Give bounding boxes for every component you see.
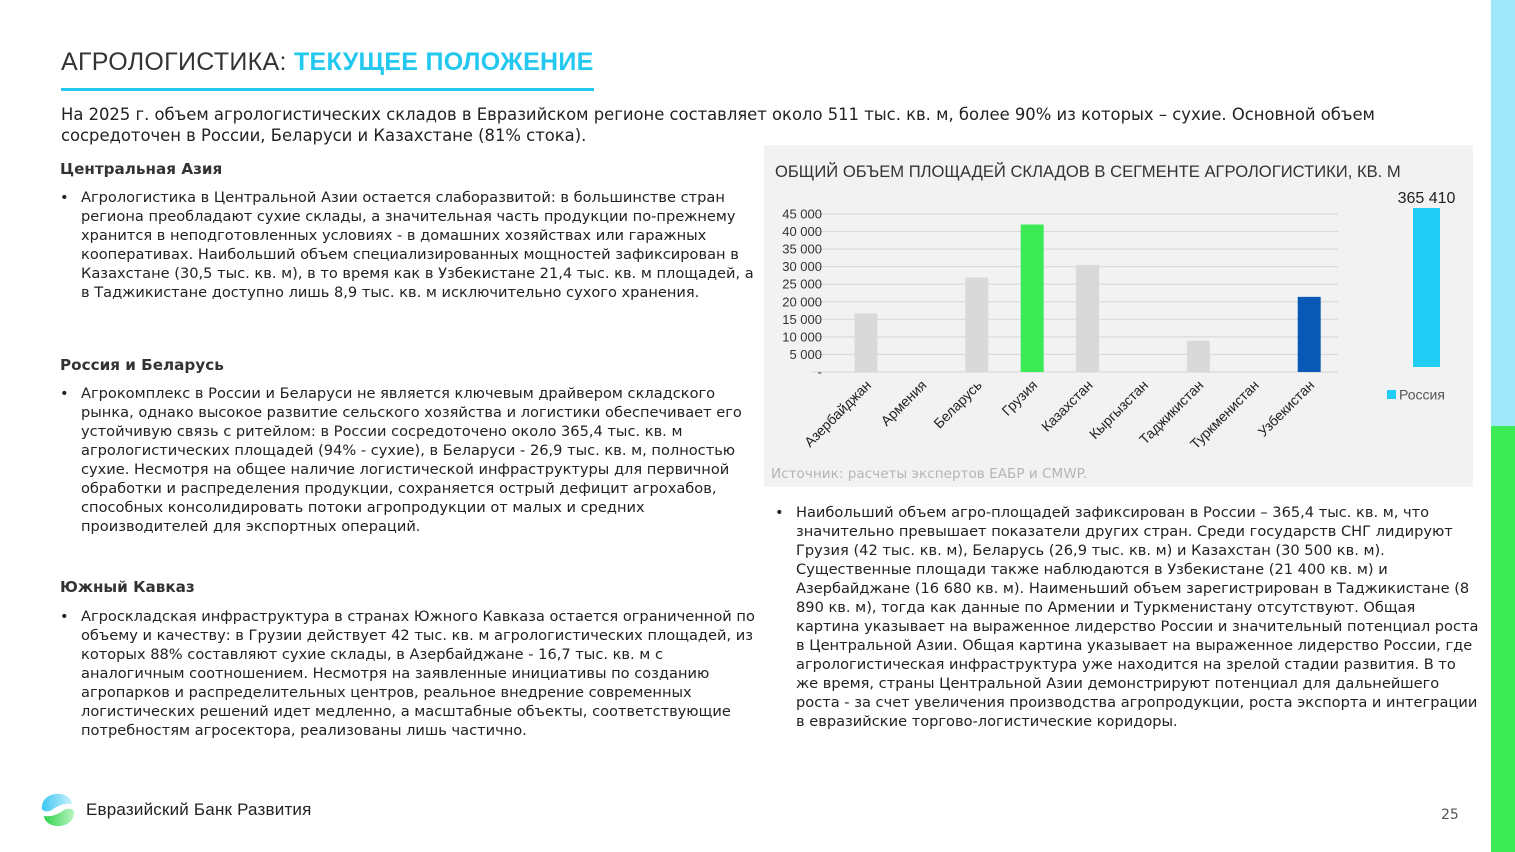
bar-0 bbox=[855, 313, 878, 372]
data-label-russia: 365 410 bbox=[1397, 190, 1456, 207]
y-tick-label: 20 000 bbox=[782, 294, 822, 310]
commentary-text: Наибольший объем агро-площадей зафиксирован в России – 365,4 тыс. кв. м, что значительно превышает показатели других стран. Среди государств СНГ лидируют Грузия (42 тыс. кв. м), Беларусь (26,9 тыс. кв. м) и Казахстан (30 500 кв. м). Существенные площади также наблюдаются в Узбекистане (21 400 кв. м) и Азербайджане (16 680 кв. м). Наименьший объем зарегистрирован в Таджикистане (8 890 кв. м), тогда как данные по Армении и Туркменистану отсутствуют. Общая картина указывает на выраженное лидерство России и значительный потенциал роста в Центральной Азии. Общая картина указывает на выраженное лидерство России, где агрологистическая инфраструктура уже находится на зрелой стадии развития. В то же время, страны Центральной Азии демонстрируют потенциал для дальнейшего роста - за счет увеличения производства агропродукции, роста экспорта и интеграции в евразийские торгово-логистические коридоры. bbox=[796, 504, 1479, 730]
y-tick-label: 30 000 bbox=[782, 259, 822, 275]
x-tick-label: Туркменистан bbox=[1186, 376, 1262, 452]
x-tick-label: Таджикистан bbox=[1135, 376, 1207, 448]
y-tick-label: 35 000 bbox=[782, 241, 822, 257]
legend-swatch-russia bbox=[1387, 390, 1396, 399]
chart-source: Источник: расчеты экспертов ЕАБР и CMWP. bbox=[771, 466, 1088, 482]
y-tick-label: 40 000 bbox=[782, 224, 822, 240]
bar-4 bbox=[1076, 265, 1099, 372]
intro-paragraph: На 2025 г. объем агрологистических складов в Евразийском регионе составляет около 511 тыс. кв. м, более 90% из которых – сухие. Основной объем сосредоточен в России, Беларуси и Казахстане (81% стока). bbox=[61, 105, 1375, 145]
bullet-text: Агрологистика в Центральной Азии остается слаборазвитой: в большинстве стран региона преобладают сухие склады, а значительная часть продукции по-прежнему хранится в неподготовленных условиях - в домашних хозяйствах или гаражных кооперативах. Наибольший объем специализированных мощностей зафиксирован в Казахстане (30,5 тыс. кв. м), в то время как в Узбекистане 21,4 тыс. кв. м площадей, а в Таджикистане доступно лишь 8,9 тыс. кв. м исключительно сухого хранения. bbox=[81, 189, 754, 301]
x-tick-label: Казахстан bbox=[1038, 376, 1096, 435]
bar-3 bbox=[1021, 225, 1044, 372]
x-tick-label: Узбекистан bbox=[1254, 376, 1318, 440]
y-tick-label: 15 000 bbox=[782, 311, 822, 327]
section-heading-south-caucasus: Южный Кавказ bbox=[60, 578, 195, 596]
bullet-text: Агрокомплекс в России и Беларуси не является ключевым драйвером складского рынка, однако высокое развитие сельского хозяйства и логистики обеспечивает его устойчивую связь с ритейлом: в России сосредоточено около 365,4 тыс. кв. м агрологистических площадей (94% - сухие), в Беларуси - 26,9 тыс. кв. м, полностью сухие. Несмотря на общее наличие логистической инфраструктуры для первичной обработки и распределения продукции, сохраняется острый дефицит агрохабов, способных консолидировать потоки агропродукции от малых и средних производителей для экспортных операций. bbox=[81, 385, 742, 535]
x-tick-label: Азербайджан bbox=[800, 376, 875, 451]
x-tick-label: Беларусь bbox=[930, 376, 985, 432]
page-number: 25 bbox=[1441, 807, 1459, 823]
y-tick-label: 5 000 bbox=[789, 346, 822, 362]
bank-logo-icon bbox=[38, 790, 78, 830]
bullet-marker: • bbox=[60, 189, 69, 206]
bar-russia bbox=[1413, 208, 1440, 367]
bullet-text: Агроскладская инфраструктура в странах Южного Кавказа остается ограниченной по объему и качеству: в Грузии действует 42 тыс. кв. м агрологистических площадей, из которых 88% составляют сухие склады, в Азербайджане - 16,7 тыс. кв. м с аналогичным соотношением. Несмотря на заявленные инициативы по созданию агропарков и распределительных центров, реальное внедрение современных логистических решений идет медленно, а масштабные объекты, соответствующие потребностям агросектора, реализованы лишь частично. bbox=[81, 608, 755, 739]
bar-6 bbox=[1187, 341, 1210, 372]
bullet-marker: • bbox=[775, 504, 784, 521]
y-tick-label: 25 000 bbox=[782, 276, 822, 292]
x-tick-label: Армения bbox=[877, 376, 930, 429]
title-accent: ТЕКУЩЕЕ ПОЛОЖЕНИЕ bbox=[293, 48, 594, 76]
y-tick-label: 10 000 bbox=[782, 329, 822, 345]
y-tick-label: 45 000 bbox=[782, 206, 822, 222]
x-tick-label: Грузия bbox=[998, 376, 1041, 419]
section-heading-central-asia: Центральная Азия bbox=[60, 160, 223, 178]
x-tick-label: Кыргызстан bbox=[1085, 376, 1152, 443]
brand-name: Евразийский Банк Развития bbox=[86, 800, 312, 819]
section-heading-russia-belarus: Россия и Беларусь bbox=[60, 356, 224, 374]
chart-title: ОБЩИЙ ОБЪЕМ ПЛОЩАДЕЙ СКЛАДОВ В СЕГМЕНТЕ АГРОЛОГИСТИКИ, КВ. М bbox=[775, 162, 1401, 181]
bar-8 bbox=[1298, 297, 1321, 372]
bullet-marker: • bbox=[60, 385, 69, 402]
bar-2 bbox=[965, 278, 988, 372]
bullet-marker: • bbox=[60, 608, 69, 625]
title-prefix: АГРОЛОГИСТИКА: bbox=[61, 48, 294, 76]
legend-label-russia: Россия bbox=[1399, 386, 1445, 403]
y-tick-label: - bbox=[817, 364, 822, 380]
